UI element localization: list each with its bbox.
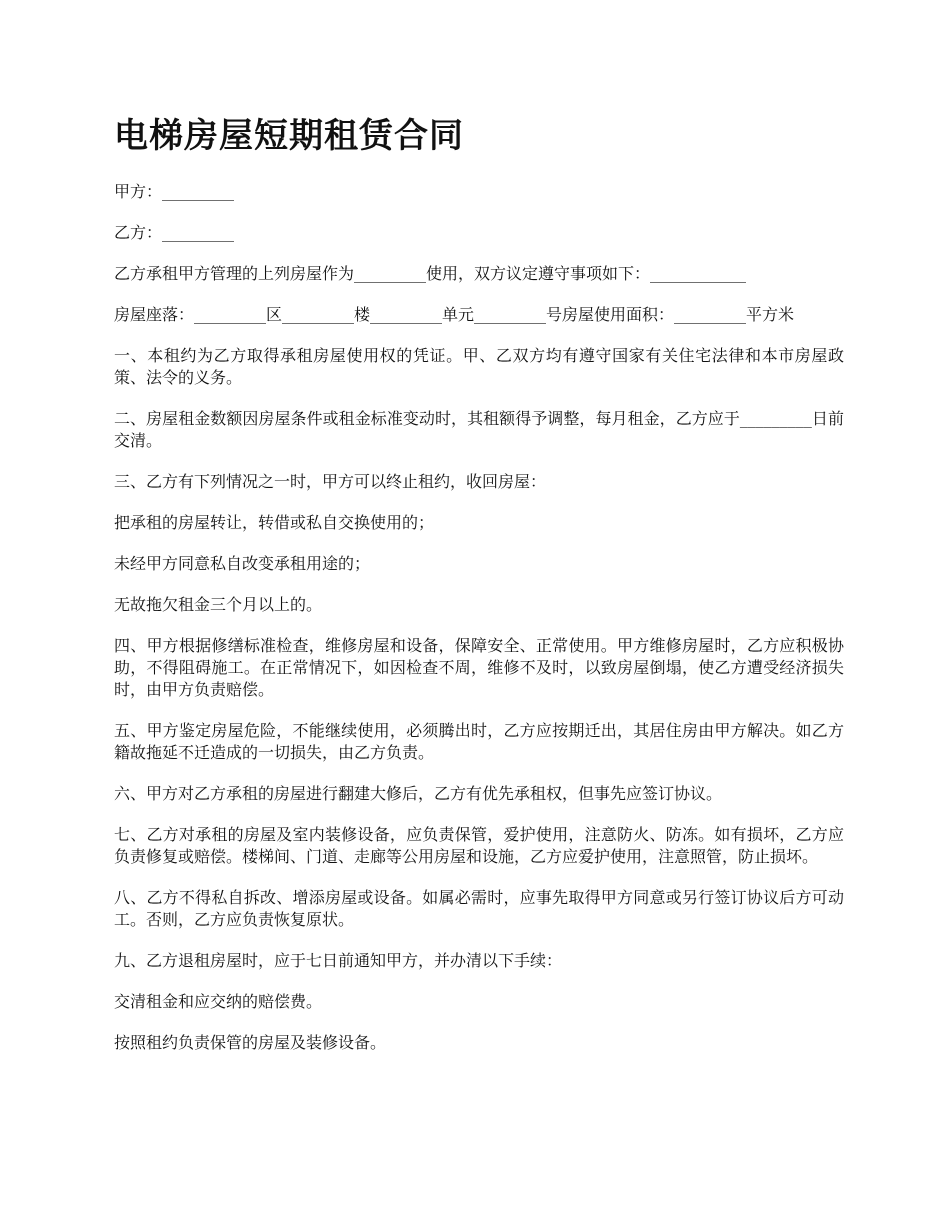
document-page (114, 112, 844, 1073)
party-a-line: 甲方：_________ (114, 182, 235, 201)
clause-1: 一、本租约为乙方取得承租房屋使用权的凭证。甲、乙双方均有遵守国家有关住宅法律和本市房屋政策、法令的义务。 (114, 346, 844, 387)
clause-3-item-3: 无故拖欠租金三个月以上的。 (114, 595, 323, 614)
clause-9-item-2: 按照租约负责保管的房屋及装修设备。 (114, 1033, 387, 1052)
clause-3-item-1: 把承租的房屋转让，转借或私自交换使用的； (114, 513, 435, 532)
document-title: 电梯房屋短期租赁合同 (114, 116, 464, 156)
clause-9: 九、乙方退租房屋时，应于七日前通知甲方，并办清以下手续： (114, 951, 563, 970)
clause-3: 三、乙方有下列情况之一时，甲方可以终止租约，收回房屋： (114, 472, 547, 491)
clause-4: 四、甲方根据修缮标准检查，维修房屋和设备，保障安全、正常使用。甲方维修房屋时，乙方应积极协助，不得阻碍施工。在正常情况下，如因检查不周，维修不及时，以致房屋倒塌，使乙方遭受经济损失时，由甲方负责赔偿。 (114, 636, 844, 699)
clause-8: 八、乙方不得私自拆改、增添房屋或设备。如属必需时，应事先取得甲方同意或另行签订协议后方可动工。否则，乙方应负责恢复原状。 (114, 888, 844, 929)
usage-purpose-clause: 乙方承租甲方管理的上列房屋作为_________使用，双方议定遵守事项如下：____________ (114, 264, 747, 283)
party-b-line: 乙方：_________ (114, 223, 235, 242)
clause-3-item-2: 未经甲方同意私自改变承租用途的； (114, 554, 371, 573)
clause-9-item-1: 交清租金和应交纳的赔偿费。 (114, 992, 323, 1011)
clause-7: 七、乙方对承租的房屋及室内装修设备，应负责保管，爱护使用，注意防火、防冻。如有损坏，乙方应负责修复或赔偿。楼梯间、门道、走廊等公用房屋和设施，乙方应爱护使用，注意照管，防止损坏。 (114, 825, 844, 866)
clause-5: 五、甲方鉴定房屋危险，不能继续使用，必须腾出时，乙方应按期迁出，其居住房由甲方解决。如乙方籍故拖延不迁造成的一切损失，由乙方负责。 (114, 721, 844, 762)
property-location-clause: 房屋座落：_________区_________楼_________单元_________号房屋使用面积：_________平方米 (114, 305, 795, 324)
clause-2: 二、房屋租金数额因房屋条件或租金标准变动时，其租额得予调整，每月租金，乙方应于_________日前交清。 (114, 409, 844, 450)
clause-6: 六、甲方对乙方承租的房屋进行翻建大修后，乙方有优先承租权，但事先应签订协议。 (114, 784, 723, 803)
